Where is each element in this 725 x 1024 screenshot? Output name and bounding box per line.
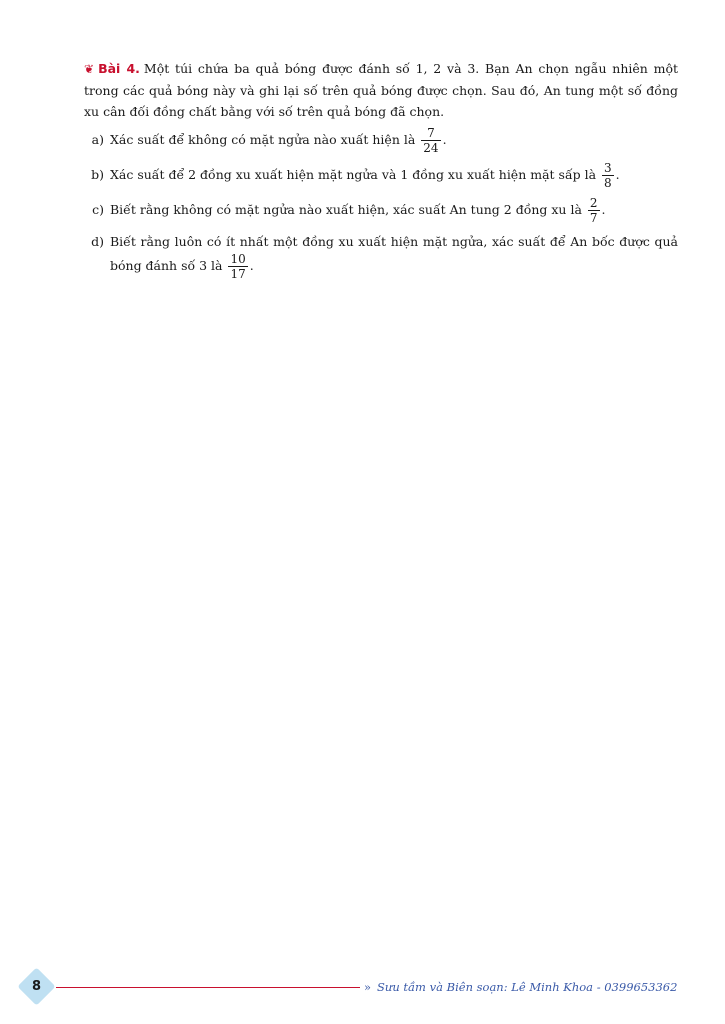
item-label: a) bbox=[91, 132, 104, 147]
fraction bbox=[602, 161, 614, 190]
problem-label: Bài 4. bbox=[98, 61, 140, 76]
item-label: c) bbox=[92, 202, 104, 217]
answer-item-c bbox=[84, 196, 678, 225]
answer-items bbox=[84, 126, 678, 281]
fraction-numerator: 10 bbox=[230, 252, 246, 266]
fraction-denominator: 24 bbox=[423, 141, 439, 155]
problem-intro-text: Một túi chứa ba quả bóng được đánh số 1, 2 và 3. Bạn An chọn ngẫu nhiên một trong các quả bóng này và ghi lại số trên quả bóng được chọn. Sau đó, An tung một số đồng xu cân đối đồng chất bằng với số trên quả bóng đã chọn. bbox=[84, 61, 679, 119]
fraction-numerator: 3 bbox=[604, 161, 612, 175]
fraction-denominator: 17 bbox=[230, 267, 246, 281]
answer-item-d bbox=[84, 231, 678, 281]
item-end: . bbox=[615, 167, 620, 182]
answer-item-a bbox=[84, 126, 678, 155]
double-chevron-icon: » bbox=[364, 980, 372, 994]
item-text-wrap bbox=[110, 161, 678, 190]
problem-block bbox=[84, 58, 678, 287]
item-label: d) bbox=[91, 234, 104, 249]
footer-divider bbox=[56, 987, 360, 988]
item-text-wrap bbox=[110, 126, 678, 155]
item-text: Xác suất để 2 đồng xu xuất hiện mặt ngửa và 1 đồng xu xuất hiện mặt sấp là bbox=[110, 167, 597, 182]
fraction bbox=[228, 252, 247, 281]
item-text-wrap bbox=[110, 196, 678, 225]
fraction-numerator: 2 bbox=[589, 196, 598, 210]
page-number: 8 bbox=[31, 979, 42, 994]
footer-credit bbox=[364, 980, 678, 994]
credit-text: Sưu tầm và Biên soạn: Lê Minh Khoa - 0399653362 bbox=[377, 980, 678, 994]
problem-intro-paragraph bbox=[84, 58, 678, 122]
item-end: . bbox=[249, 258, 254, 273]
item-text: Xác suất để không có mặt ngửa nào xuất hiện là bbox=[110, 132, 416, 147]
item-text: Biết rằng luôn có ít nhất một đồng xu xuất hiện mặt ngửa, xác suất để An bốc được quả bóng đánh số 3 là bbox=[110, 234, 678, 273]
fraction-denominator: 7 bbox=[589, 211, 598, 225]
fraction-denominator: 8 bbox=[604, 176, 612, 190]
item-text-wrap bbox=[110, 231, 678, 281]
item-end: . bbox=[601, 202, 606, 217]
problem-bullet-icon: ❦ bbox=[84, 62, 95, 76]
answer-item-b bbox=[84, 161, 678, 190]
fraction bbox=[421, 126, 440, 155]
item-label: b) bbox=[91, 167, 104, 182]
item-end: . bbox=[442, 132, 447, 147]
fraction bbox=[588, 196, 600, 225]
fraction-numerator: 7 bbox=[427, 126, 435, 140]
item-text: Biết rằng không có mặt ngửa nào xuất hiện, xác suất An tung 2 đồng xu là bbox=[110, 202, 582, 217]
